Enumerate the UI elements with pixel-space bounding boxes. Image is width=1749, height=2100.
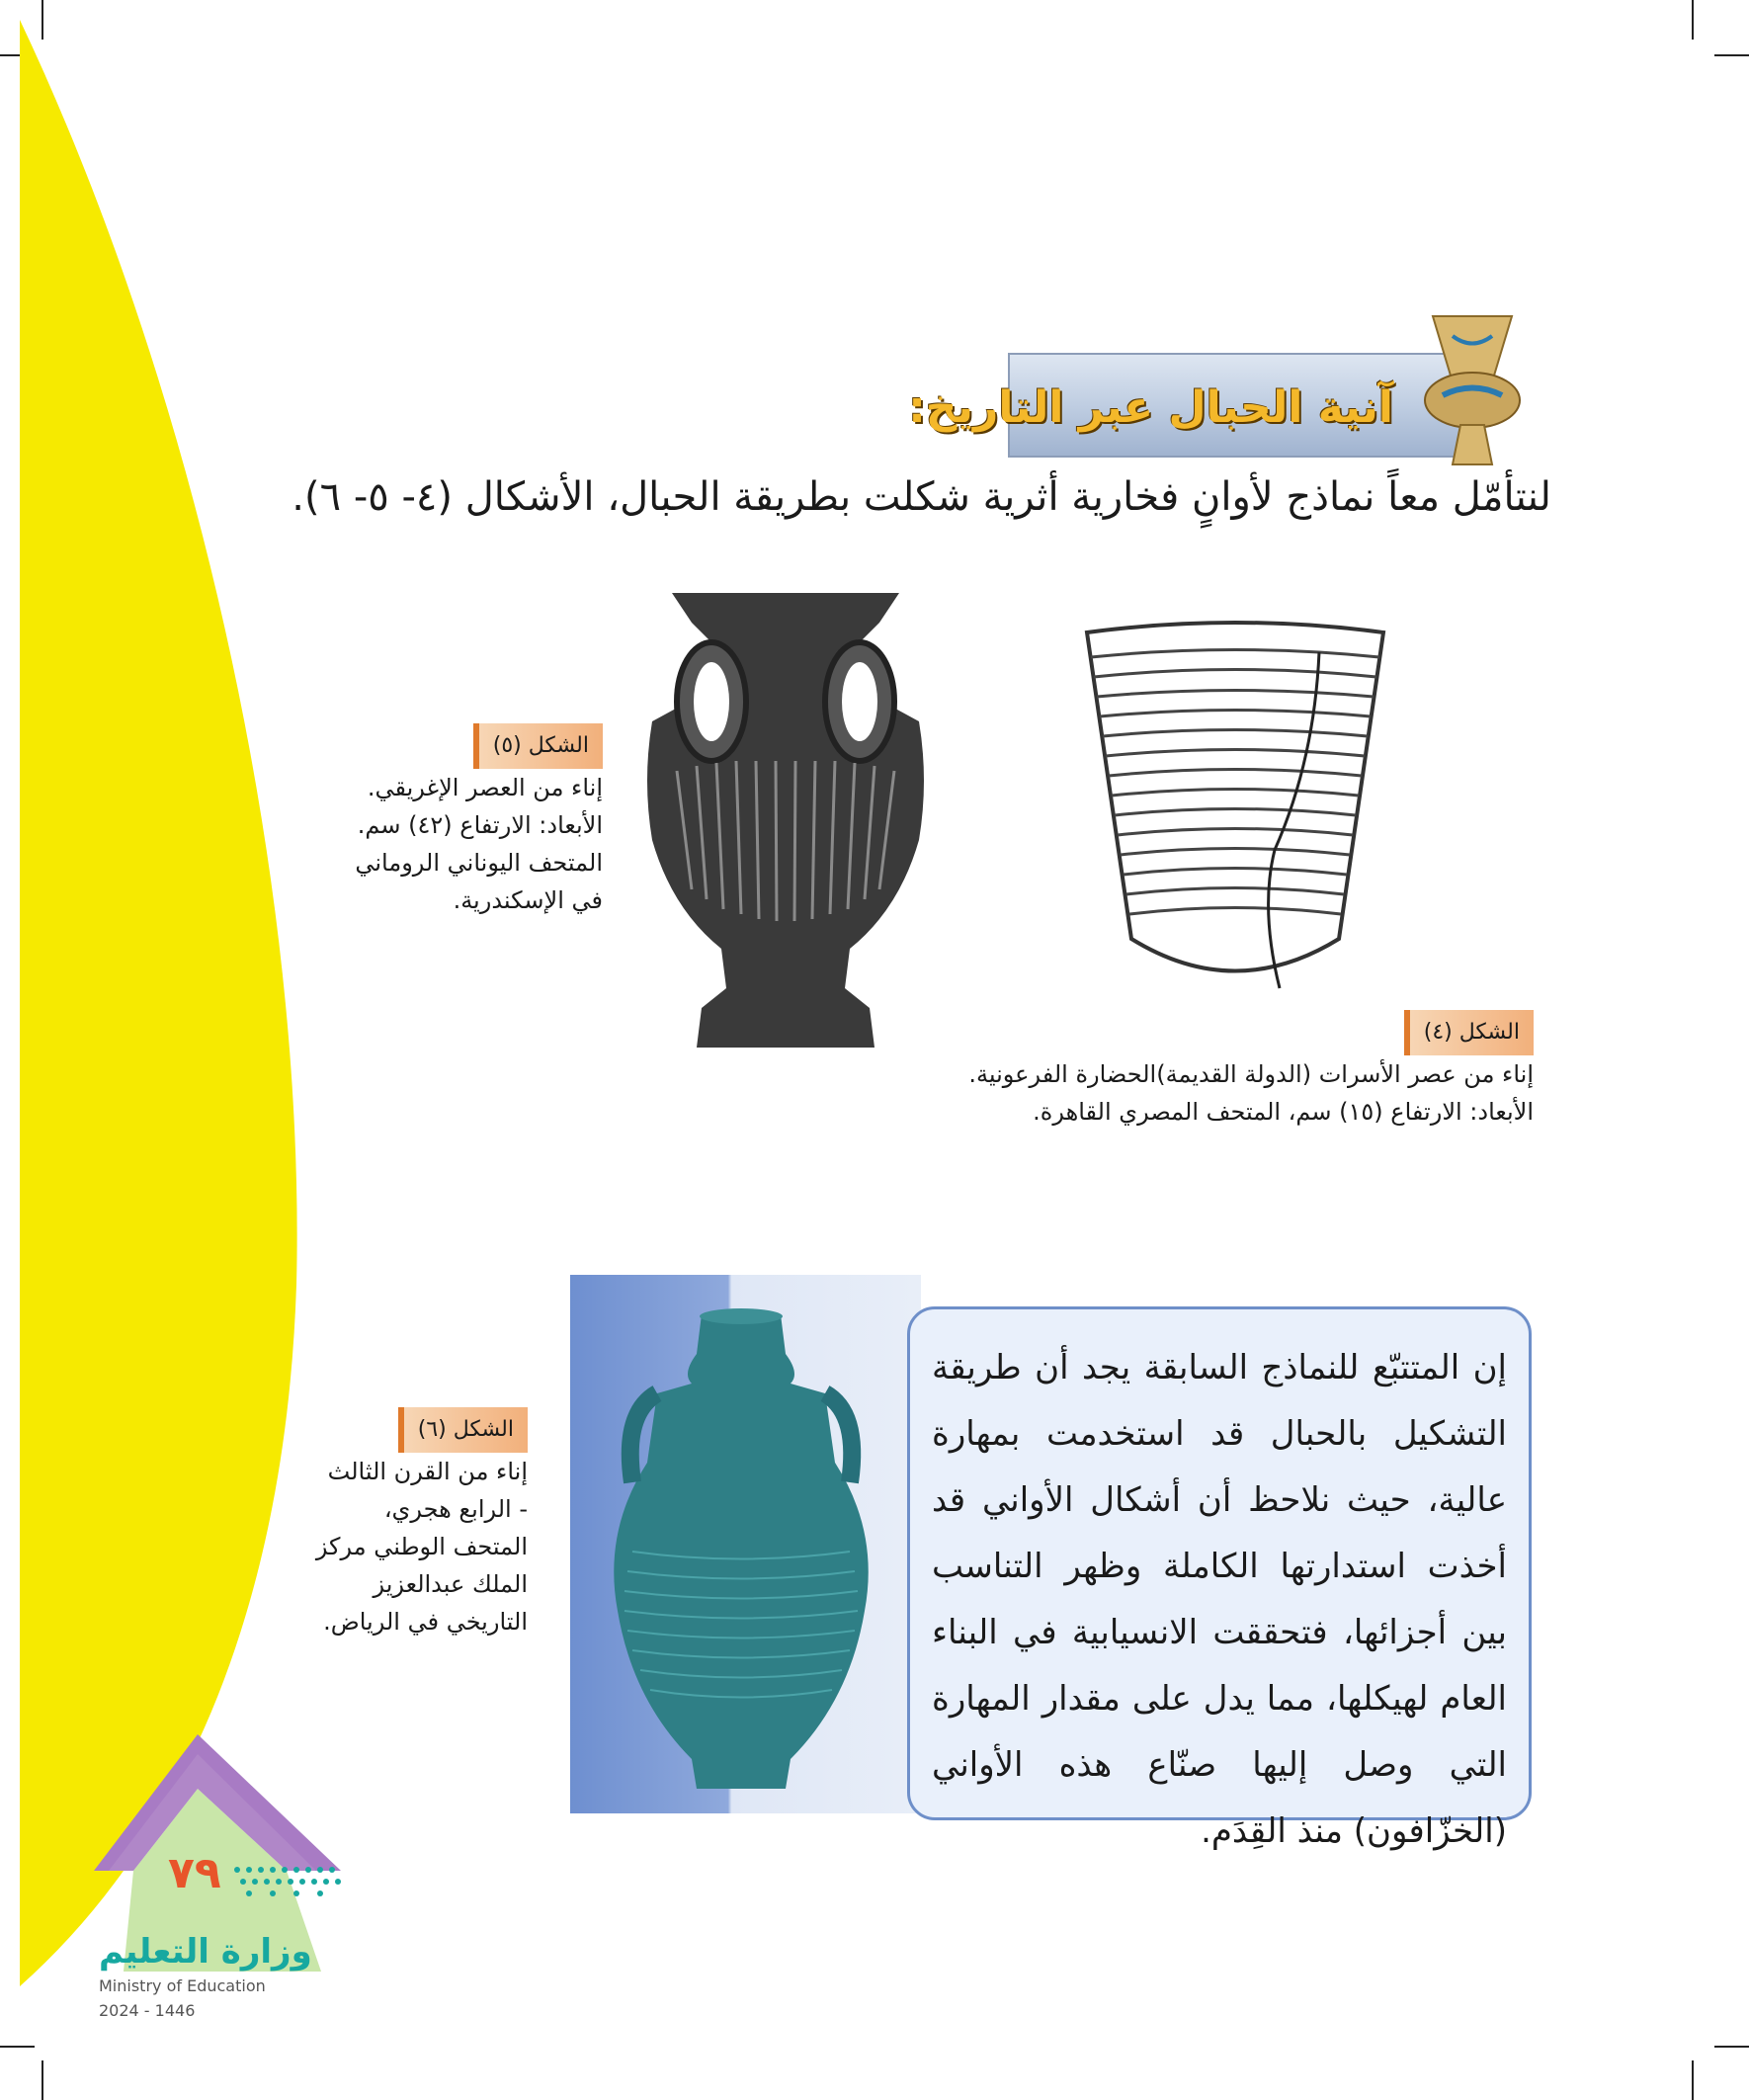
- ministry-name-en: Ministry of Education: [99, 1976, 266, 1995]
- figure-4-caption: [842, 1010, 1534, 1131]
- egyptian-vessel-image: [1077, 613, 1393, 998]
- figure-5-label: الشكل (٥): [473, 723, 603, 769]
- figure-6-caption: [310, 1407, 528, 1640]
- caption-line: إناء من العصر الإغريقي.: [367, 774, 603, 801]
- caption-line: التاريخي في الرياض.: [323, 1608, 528, 1636]
- caption-line: إناء من عصر الأسرات (الدولة القديمة)الحضارة الفرعونية.: [968, 1060, 1534, 1088]
- caption-line: - الرابع هجري،: [383, 1495, 528, 1523]
- intro-paragraph: لنتأمّل معاً نماذج لأوانٍ فخارية أثرية شكلت بطريقة الحبال، الأشكال (٤- ٥- ٦).: [292, 474, 1551, 520]
- caption-line: في الإسكندرية.: [453, 886, 603, 914]
- caption-line: المتحف اليوناني الروماني: [355, 849, 603, 877]
- figure-6-label: الشكل (٦): [398, 1407, 528, 1453]
- crop-mark: [1692, 2060, 1694, 2100]
- header-banner: [908, 353, 1472, 458]
- caption-line: المتحف الوطني مركز: [315, 1533, 528, 1560]
- greek-vase-image: [632, 573, 939, 1057]
- crop-mark: [1714, 54, 1749, 56]
- figure-4-label: الشكل (٤): [1404, 1010, 1534, 1055]
- figure-5-caption: [267, 723, 603, 919]
- body-text-box: [907, 1306, 1532, 1851]
- caption-line: الملك عبدالعزيز: [373, 1570, 528, 1598]
- crop-mark: [1714, 2046, 1749, 2048]
- lamp-icon: [1413, 306, 1532, 474]
- caption-line: الأبعاد: الارتفاع (٤٢) سم.: [357, 811, 603, 839]
- ministry-name-ar: وزارة التعليم: [99, 1932, 312, 1972]
- page-number: ٧٩: [168, 1848, 221, 1898]
- section-title: آنية الحبال عبر التاريخ:: [908, 382, 1393, 433]
- blue-jar-image: [593, 1295, 889, 1808]
- academic-year: 2024 - 1446: [99, 2001, 196, 2020]
- body-paragraph: إن المتتبّع للنماذج السابقة يجد أن طريقة التشكيل بالحبال قد استخدمت بمهارة عالية، حيث نلاحظ أن أشكال الأواني قد أخذت استدارتها الكاملة وظهر التناسب بين أجزائها، فتحققت الانسيابية في البناء العام لهيكلها، مما يدل على مقدار المهارة التي وصل إليها صنّاع هذه الأواني (الخزّافون) منذ القِدَم.: [932, 1348, 1507, 1851]
- crop-mark: [1692, 0, 1694, 40]
- dotted-logo-icon: [229, 1860, 348, 1899]
- caption-line: إناء من القرن الثالث: [327, 1458, 528, 1485]
- caption-line: الأبعاد: الارتفاع (١٥) سم، المتحف المصري القاهرة.: [1033, 1098, 1534, 1126]
